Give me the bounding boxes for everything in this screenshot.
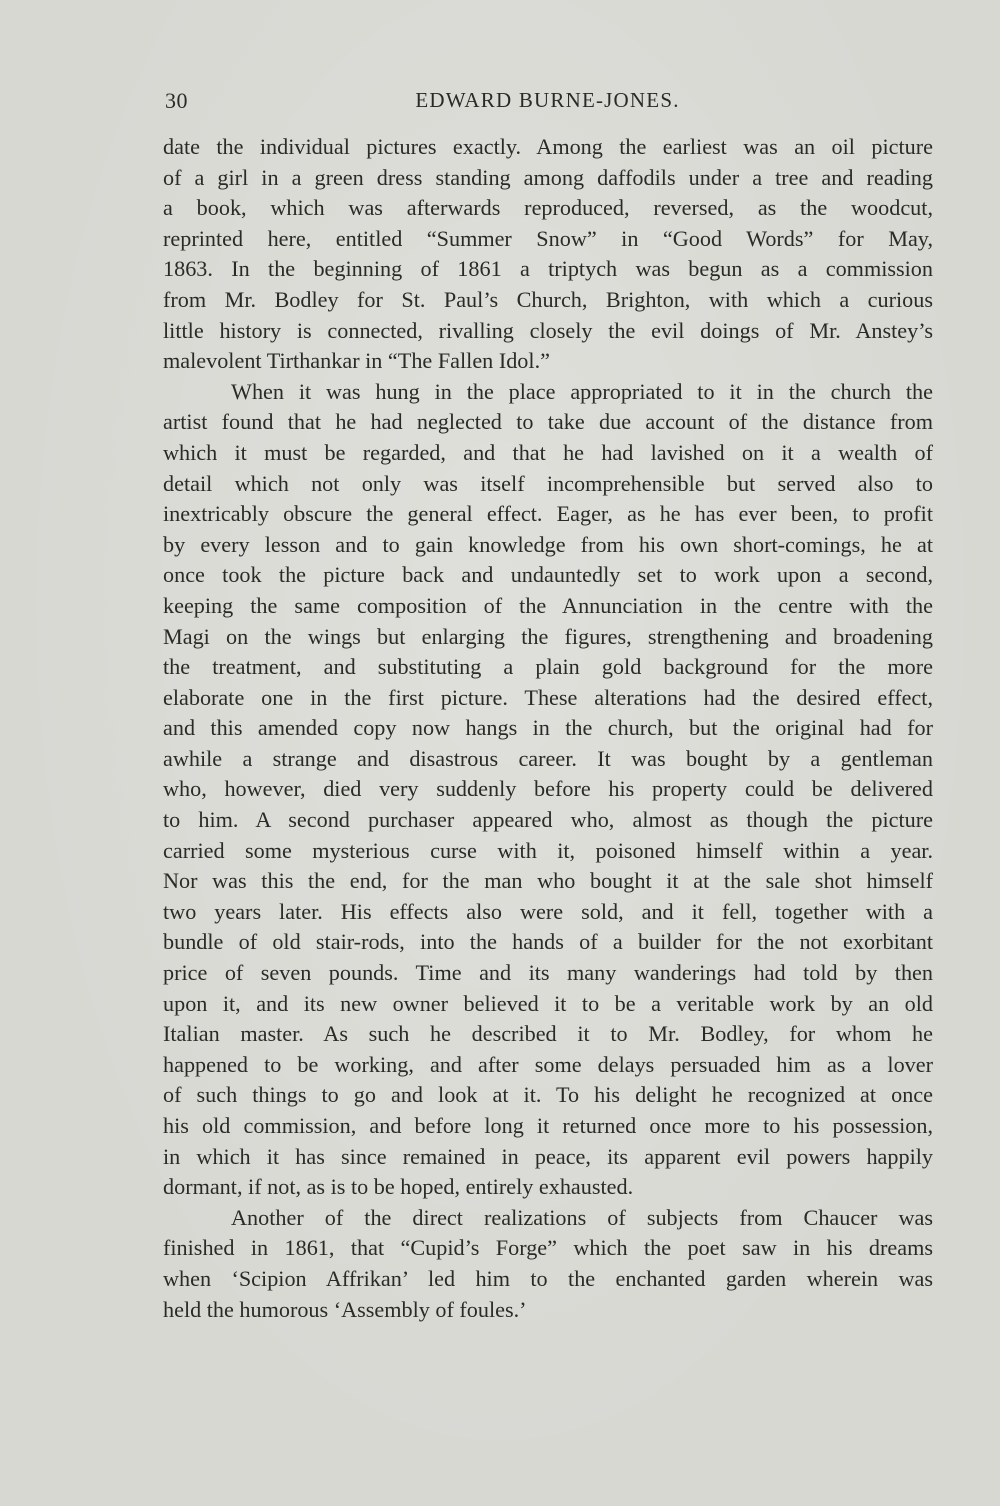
text-line: dormant, if not, as is to be hoped, entirely exhausted. xyxy=(163,1174,634,1200)
text-line: malevolent Tirthankar in “The Fallen Idol.” xyxy=(163,348,550,374)
text-line: keeping the same composition of the Annunciation in the centre with the xyxy=(163,592,933,618)
text-line: once took the picture back and undauntedly set to work upon a second, xyxy=(163,562,933,588)
running-head xyxy=(165,88,930,118)
text-line: artist found that he had neglected to take due account of the distance from xyxy=(163,409,933,435)
text-line: 1863. In the beginning of 1861 a triptych was begun as a commission xyxy=(163,256,933,282)
text-line: who, however, died very suddenly before his property could be delivered xyxy=(163,776,933,802)
text-line: carried some mysterious curse with it, poisoned himself within a year. xyxy=(163,837,933,863)
text-line: two years later. His effects also were sold, and it fell, together with a xyxy=(163,898,933,924)
text-line: in which it has since remained in peace, its apparent evil powers happily xyxy=(163,1143,933,1169)
text-line: elaborate one in the first picture. These alterations had the desired effect, xyxy=(163,684,933,710)
text-line: from Mr. Bodley for St. Paul’s Church, Brighton, with which a curious xyxy=(163,286,933,312)
paragraph-2 xyxy=(163,377,933,1203)
text-line: When it was hung in the place appropriated to it in the church the xyxy=(231,378,933,404)
text-line: inextricably obscure the general effect. Eager, as he has ever been, to profit xyxy=(163,501,933,527)
text-line: of a girl in a green dress standing among daffodils under a tree and reading xyxy=(163,164,933,190)
text-line: little history is connected, rivalling closely the evil doings of Mr. Anstey’s xyxy=(163,317,933,343)
text-line: by every lesson and to gain knowledge from his own short-comings, he at xyxy=(163,531,933,557)
text-line: and this amended copy now hangs in the church, but the original had for xyxy=(163,715,933,741)
text-line: held the humorous ‘Assembly of foules.’ xyxy=(163,1296,527,1322)
running-title: EDWARD BURNE-JONES. xyxy=(415,88,680,112)
text-line: awhile a strange and disastrous career. It was bought by a gentleman xyxy=(163,745,933,771)
text-line: of such things to go and look at it. To his delight he recognized at once xyxy=(163,1082,933,1108)
text-line: to him. A second purchaser appeared who, almost as though the picture xyxy=(163,807,933,833)
text-line: bundle of old stair-rods, into the hands of a builder for the not exorbitant xyxy=(163,929,933,955)
text-line: when ‘Scipion Affrikan’ led him to the enchanted garden wherein was xyxy=(163,1265,933,1291)
body-text xyxy=(163,132,933,1325)
text-line: which it must be regarded, and that he had lavished on it a wealth of xyxy=(163,439,933,465)
text-line: upon it, and its new owner believed it to be a veritable work by an old xyxy=(163,990,933,1016)
text-line: the treatment, and substituting a plain gold background for the more xyxy=(163,654,933,680)
text-line: a book, which was afterwards reproduced, reversed, as the woodcut, xyxy=(163,195,933,221)
text-line: price of seven pounds. Time and its many wanderings had told by then xyxy=(163,960,933,986)
text-line: Another of the direct realizations of subjects from Chaucer was xyxy=(231,1204,933,1230)
paragraph-1 xyxy=(163,132,933,377)
text-line: date the individual pictures exactly. Among the earliest was an oil picture xyxy=(163,134,933,159)
text-line: Italian master. As such he described it to Mr. Bodley, for whom he xyxy=(163,1021,933,1047)
page-number: 30 xyxy=(165,88,188,113)
paragraph-3 xyxy=(163,1203,933,1325)
text-line: Magi on the wings but enlarging the figures, strengthening and broadening xyxy=(163,623,933,649)
text-line: finished in 1861, that “Cupid’s Forge” which the poet saw in his dreams xyxy=(163,1235,933,1261)
text-line: detail which not only was itself incomprehensible but served also to xyxy=(163,470,933,496)
text-line: Nor was this the end, for the man who bought it at the sale shot himself xyxy=(163,868,933,894)
text-line: reprinted here, entitled “Summer Snow” in “Good Words” for May, xyxy=(163,225,933,251)
text-line: happened to be working, and after some delays persuaded him as a lover xyxy=(163,1051,933,1077)
text-line: his old commission, and before long it returned once more to his possession, xyxy=(163,1113,933,1138)
